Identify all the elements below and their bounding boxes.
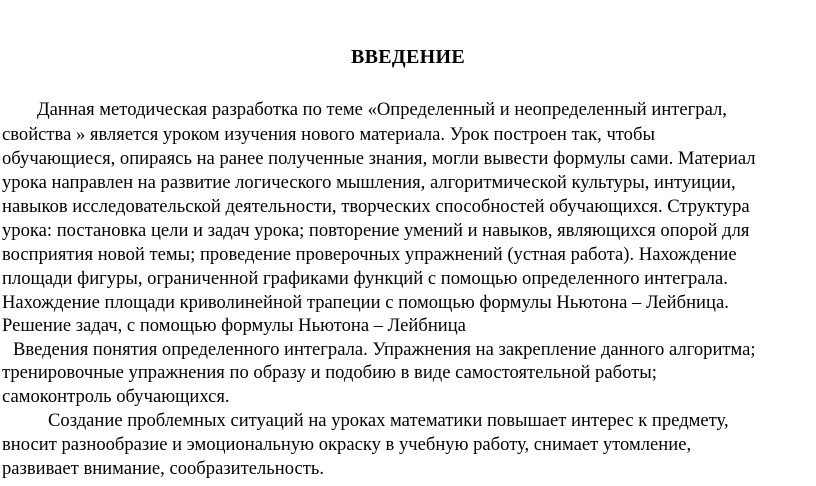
text-line: восприятия новой темы; проведение проверочных упражнений (устная работа). Нахождение xyxy=(2,244,737,265)
text-line: Введения понятия определенного интеграла. Упражнения на закрепление данного алгоритма; xyxy=(13,339,756,360)
text-line: Данная методическая разработка по теме «Определенный и неопределенный интеграл, xyxy=(37,99,727,120)
page-title: ВВЕДЕНИЕ xyxy=(351,46,465,68)
text-line: площади фигуры, ограниченной графиками функций с помощью определенного интеграла. xyxy=(2,268,728,289)
text-line: Нахождение площади криволинейной трапеции с помощью формулы Ньютона – Лейбница. xyxy=(2,292,729,313)
text-line: самоконтроль обучающихся. xyxy=(2,386,230,407)
text-line: Создание проблемных ситуаций на уроках математики повышает интерес к предмету, xyxy=(48,410,729,431)
text-line: навыков исследовательской деятельности, творческих способностей обучающихся. Структура xyxy=(2,196,750,217)
text-line: урока направлен на развитие логического мышления, алгоритмической культуры, интуиции, xyxy=(2,172,736,193)
text-line: свойства » является уроком изучения нового материала. Урок построен так, чтобы xyxy=(2,124,655,145)
text-line: тренировочные упражнения по образу и подобию в виде самостоятельной работы; xyxy=(2,362,657,383)
text-line: обучающиеся, опираясь на ранее полученные знания, могли вывести формулы сами. Материал xyxy=(2,148,756,169)
text-line: вносит разнообразие и эмоциональную окраску в учебную работу, снимает утомление, xyxy=(2,434,692,455)
text-line: Решение задач, с помощью формулы Ньютона – Лейбница xyxy=(2,315,466,336)
text-line: развивает внимание, сообразительность. xyxy=(2,458,324,479)
text-line: урока: постановка цели и задач урока; повторение умений и навыков, являющихся опорой для xyxy=(2,220,750,241)
